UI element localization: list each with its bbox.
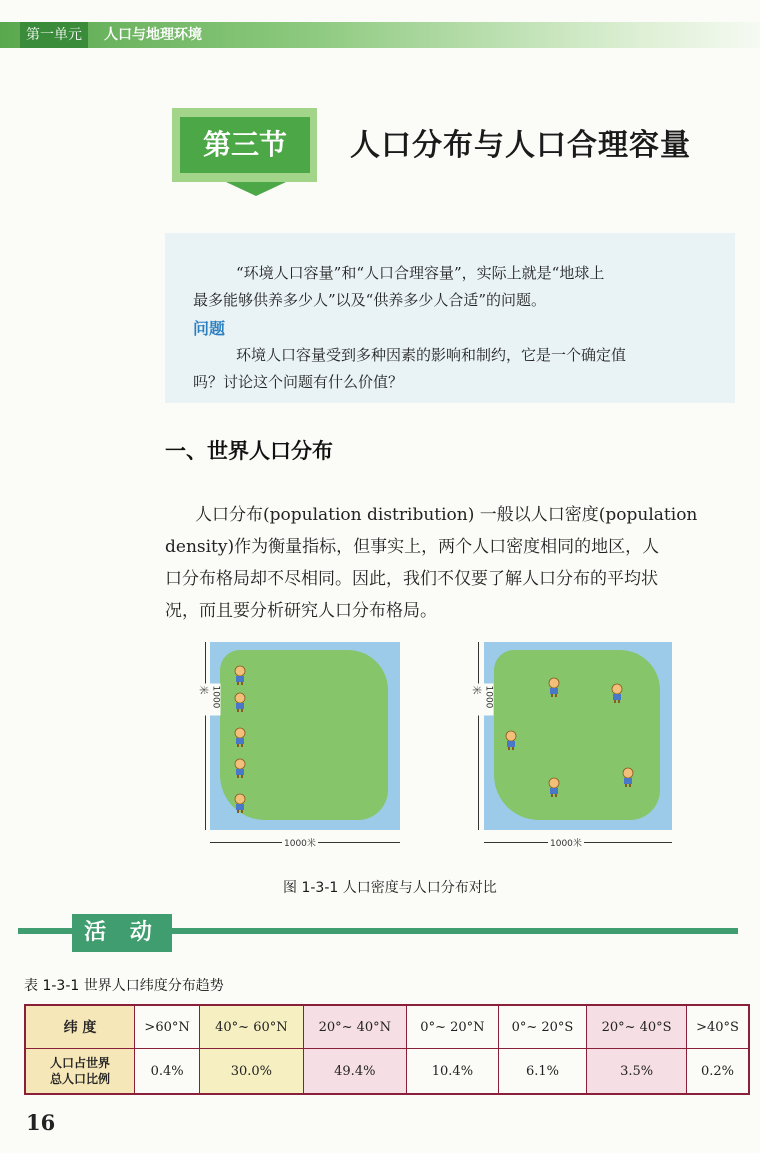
- person-icon: [232, 793, 248, 817]
- table-row-header-line: 人口占世界: [49, 1056, 110, 1070]
- table-header-cell: 20°~ 40°N: [303, 1005, 406, 1049]
- map-left-width-label: 1000米: [282, 836, 318, 849]
- body-line: 口分布格局却不尽相同。因此，我们不仅要了解人口分布的平均状: [165, 569, 658, 589]
- question-label: 问题: [193, 319, 226, 338]
- header-unit-title: 人口与地理环境: [104, 27, 202, 43]
- table-value-cell: 6.1%: [498, 1049, 586, 1095]
- section-title: 人口分布与人口合理容量: [350, 128, 691, 163]
- table-header-cell: 40°~ 60°N: [200, 1005, 303, 1049]
- person-icon: [546, 777, 562, 801]
- table-row-header-line: 总人口比例: [49, 1072, 110, 1086]
- table-row-header: 纬 度: [25, 1005, 135, 1049]
- person-icon: [232, 692, 248, 716]
- table-row: [25, 1049, 749, 1095]
- table-value-cell: 10.4%: [407, 1049, 499, 1095]
- table-header-cell: 0°~ 20°S: [498, 1005, 586, 1049]
- person-icon: [503, 730, 519, 754]
- table-value-cell: 0.2%: [687, 1049, 749, 1095]
- intro-line: “环境人口容量”和“人口合理容量”，实际上就是“地球上: [236, 264, 605, 282]
- person-icon: [232, 727, 248, 751]
- section-label-pointer: [226, 182, 286, 196]
- person-icon: [546, 677, 562, 701]
- table-value-cell: 30.0%: [200, 1049, 303, 1095]
- section-label: 第三节: [180, 117, 310, 173]
- table-row-header: [25, 1049, 135, 1095]
- table-header-cell: 0°~ 20°N: [407, 1005, 499, 1049]
- page-number: 16: [26, 1110, 56, 1135]
- table-header-cell: >40°S: [687, 1005, 749, 1049]
- map-left-height-axis: [205, 642, 206, 830]
- header-unit-label: 第一单元: [20, 22, 88, 48]
- person-icon: [232, 665, 248, 689]
- table-caption: 表 1-3-1 世界人口纬度分布趋势: [24, 978, 224, 994]
- table-value-cell: 0.4%: [135, 1049, 200, 1095]
- latitude-distribution-table: [24, 1004, 750, 1095]
- heading-world-population-distribution: 一、世界人口分布: [165, 439, 333, 463]
- body-line: 况，而且要分析研究人口分布格局。: [165, 601, 437, 621]
- person-icon: [609, 683, 625, 707]
- table-value-cell: 3.5%: [587, 1049, 687, 1095]
- person-icon: [232, 758, 248, 782]
- body-line: density)作为衡量指标，但事实上，两个人口密度相同的地区，人: [165, 537, 660, 557]
- map-left-height-label: 1000米: [198, 684, 221, 716]
- intro-line: 最多能够供养多少人”以及“供养多少人合适”的问题。: [193, 291, 547, 309]
- map-right-height-axis: [478, 642, 479, 830]
- table-row: [25, 1005, 749, 1049]
- map-right-height-label: 1000米: [471, 684, 494, 716]
- table-value-cell: 49.4%: [303, 1049, 406, 1095]
- figure-caption: 图 1-3-1 人口密度与人口分布对比: [283, 880, 497, 896]
- person-icon: [620, 767, 636, 791]
- body-line: 人口分布(population distribution) 一般以人口密度(population: [195, 505, 698, 525]
- table-header-cell: 20°~ 40°S: [587, 1005, 687, 1049]
- table-header-cell: >60°N: [135, 1005, 200, 1049]
- question-line: 环境人口容量受到多种因素的影响和制约，它是一个确定值: [236, 346, 627, 364]
- question-line: 吗？讨论这个问题有什么价值？: [193, 373, 404, 391]
- map-right-width-label: 1000米: [548, 836, 584, 849]
- activity-label: 活 动: [72, 914, 172, 952]
